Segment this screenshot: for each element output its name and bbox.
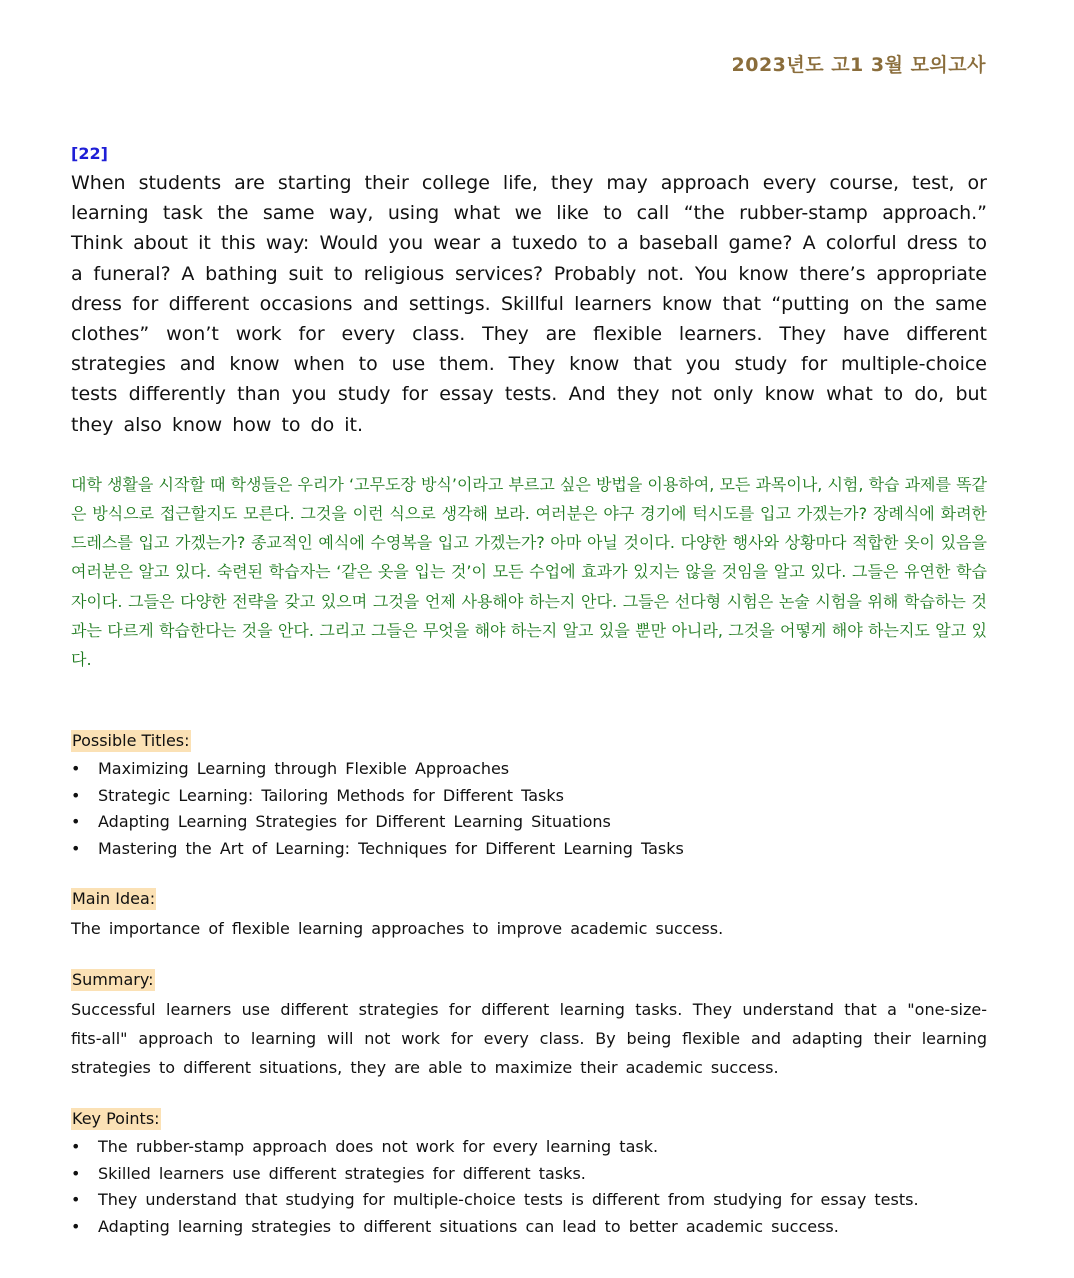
list-item: • Adapting Learning Strategies for Different Learning Situations	[71, 809, 987, 836]
bullet-icon: •	[71, 1216, 81, 1236]
main-idea-section	[71, 888, 987, 943]
key-points-section	[71, 1108, 987, 1240]
document-body	[71, 142, 987, 1240]
summary-section	[71, 969, 987, 1082]
list-item: • Strategic Learning: Tailoring Methods for Different Tasks	[71, 783, 987, 810]
list-item: • The rubber-stamp approach does not work for every learning task.	[71, 1134, 987, 1161]
bullet-icon: •	[71, 812, 81, 832]
possible-titles-section	[71, 730, 987, 862]
bullet-icon: •	[71, 1190, 81, 1210]
main-idea-label: Main Idea:	[72, 889, 156, 909]
page-header-title: 2023년도 고1 3월 모의고사	[731, 54, 986, 76]
english-passage: When students are starting their college life, they may approach every course, test, or learning task the same way, using what we like to call “the rubber-stamp approach.” Think about it this way: Would you wear a tuxedo to a baseball game? A colorful dress to a funeral? A bathing suit to religious services? Probably not. You know there’s appropriate dress for different occasions and settings. Skillful learners know that “putting on the same clothes” won’t work for every class. They are flexible learners. They have different strategies and know when to use them. They know that you study for multiple-choice tests differently than you study for essay tests. And they not only know what to do, but they also know how to do it.	[71, 172, 987, 436]
key-points-label: Key Points:	[72, 1109, 160, 1129]
list-item: • Skilled learners use different strategies for different tasks.	[71, 1161, 987, 1188]
bullet-icon: •	[71, 785, 81, 805]
main-idea-text: The importance of flexible learning approaches to improve academic success.	[71, 919, 724, 939]
question-number: [22]	[71, 144, 108, 163]
list-item: • Adapting learning strategies to different situations can lead to better academic success.	[71, 1214, 987, 1241]
bullet-icon: •	[71, 1163, 81, 1183]
list-item: • Maximizing Learning through Flexible Approaches	[71, 756, 987, 783]
summary-label: Summary:	[72, 970, 154, 990]
key-points-list	[71, 1134, 987, 1240]
korean-translation: 대학 생활을 시작할 때 학생들은 우리가 ‘고무도장 방식’이라고 부르고 싶은 방법을 이용하여, 모든 과목이나, 시험, 학습 과제를 똑같은 방식으로 접근할지도 모른다. 그것을 이런 식으로 생각해 보라. 여러분은 야구 경기에 턱시도를 입고 가겠는가? 장례식에 화려한 드레스를 입고 가겠는가? 종교적인 예식에 수영복을 입고 가겠는가? 아마 아닐 것이다. 다양한 행사와 상황마다 적합한 옷이 있음을 여러분은 알고 있다. 숙련된 학습자는 ‘같은 옷을 입는 것’이 모든 수업에 효과가 있지는 않을 것임을 알고 있다. 그들은 유연한 학습자이다. 그들은 다양한 전략을 갖고 있으며 그것을 언제 사용해야 하는지 안다. 그들은 선다형 시험은 논술 시험을 위해 학습하는 것과는 다르게 학습한다는 것을 안다. 그리고 그들은 무엇을 해야 하는지 알고 있을 뿐만 아니라, 그것을 어떻게 해야 하는지도 알고 있다.	[71, 474, 987, 670]
bullet-icon: •	[71, 1137, 81, 1157]
possible-titles-label: Possible Titles:	[72, 731, 190, 751]
list-item: • Mastering the Art of Learning: Techniques for Different Learning Tasks	[71, 836, 987, 863]
list-item: • They understand that studying for multiple-choice tests is different from studying for essay tests.	[71, 1187, 987, 1214]
possible-titles-list	[71, 756, 987, 862]
bullet-icon: •	[71, 838, 81, 858]
summary-text: Successful learners use different strategies for different learning tasks. They understand that a "one-size-fits-all" approach to learning will not work for every class. By being flexible and adapting their learning strategies to different situations, they are able to maximize their academic success.	[71, 1000, 987, 1078]
bullet-icon: •	[71, 759, 81, 779]
